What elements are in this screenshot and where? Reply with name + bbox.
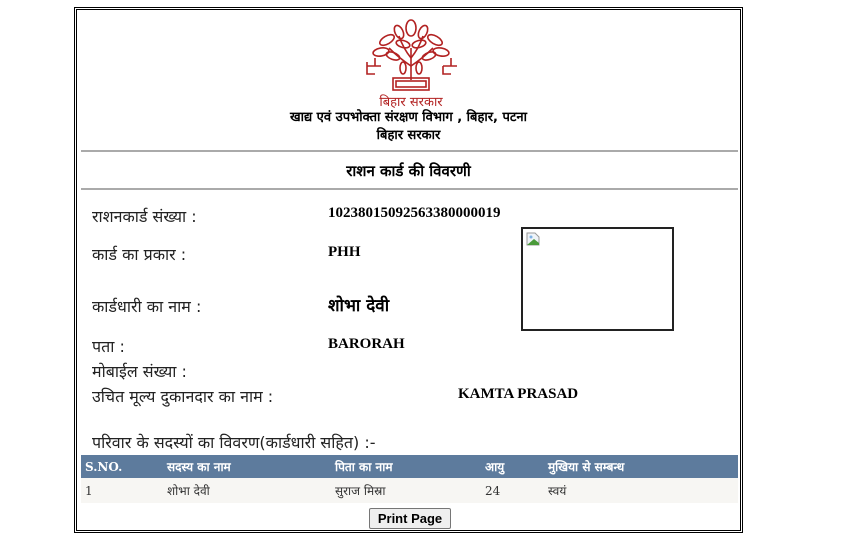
page-title: राशन कार्ड की विवरणी <box>346 162 471 180</box>
cell-member-name: शोभा देवी <box>163 478 331 503</box>
col-relation: मुखिया से सम्बन्ध <box>544 455 738 478</box>
cell-relation: स्वयं <box>544 478 738 503</box>
ration-card-no-label: राशनकार्ड संख्या : <box>92 207 197 226</box>
card-type-label: कार्ड का प्रकार : <box>92 245 187 264</box>
ration-card-panel <box>74 7 743 533</box>
card-holder-value: शोभा देवी <box>328 296 390 316</box>
print-page-button[interactable]: Print Page <box>369 508 451 529</box>
card-type-value: PHH <box>328 244 361 260</box>
table-row <box>81 478 738 503</box>
divider-bottom <box>81 188 738 190</box>
ration-card-no-value: 10238015092563380000019 <box>328 205 501 221</box>
svg-text:बिहार सरकार: बिहार सरकार <box>379 95 443 110</box>
table-header-row <box>81 455 738 478</box>
government-name: बिहार सरकार <box>376 128 441 143</box>
broken-image-icon <box>526 232 540 246</box>
department-name: खाद्य एवं उपभोक्ता संरक्षण विभाग , बिहार, पटना <box>289 110 528 125</box>
mobile-label: मोबाईल संख्या : <box>92 362 187 381</box>
address-label: पता : <box>92 337 125 356</box>
address-value: BARORAH <box>328 336 405 352</box>
bihar-emblem-icon <box>359 18 463 110</box>
card-holder-label: कार्डधारी का नाम : <box>92 297 202 316</box>
cell-age: 24 <box>481 478 544 503</box>
dealer-label: उचित मूल्य दुकानदार का नाम : <box>92 387 274 406</box>
col-age: आयु <box>481 455 544 478</box>
cell-father-name: सुराज मिस्रा <box>331 478 481 503</box>
col-member-name: सदस्य का नाम <box>163 455 331 478</box>
card-holder-photo <box>521 227 674 331</box>
members-table <box>81 455 738 503</box>
divider-top <box>81 150 738 152</box>
dealer-value: KAMTA PRASAD <box>458 386 579 402</box>
col-sno: S.NO. <box>81 455 163 478</box>
department-heading <box>77 109 740 145</box>
col-father-name: पिता का नाम <box>331 455 481 478</box>
members-section-label: परिवार के सदस्यों का विवरण(कार्डधारी सहित) :- <box>92 433 376 452</box>
cell-sno: 1 <box>81 478 163 503</box>
